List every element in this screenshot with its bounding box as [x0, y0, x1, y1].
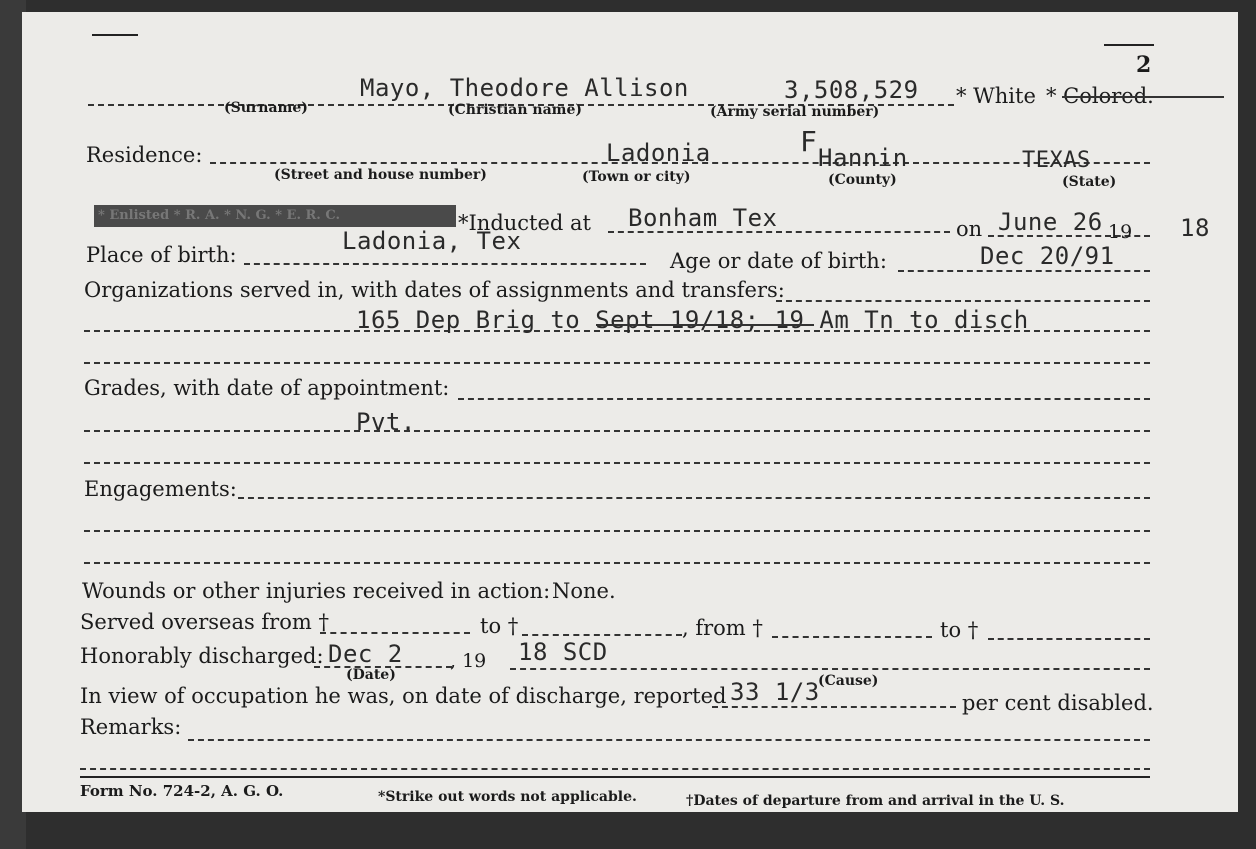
discharge-cause-line	[510, 668, 1150, 670]
residence-label: Residence:	[86, 143, 203, 167]
army-serial-number: 3,508,529	[784, 76, 919, 104]
grades-line-1	[458, 398, 1150, 400]
top-left-rule	[92, 34, 138, 36]
grade-value: Pvt.	[356, 408, 416, 436]
engagements-line-3	[84, 562, 1150, 564]
place-of-birth-label: Place of birth:	[86, 243, 237, 267]
disability-suffix: per cent disabled.	[962, 691, 1154, 715]
top-right-rule	[1104, 44, 1154, 46]
inducted-place: Bonham Tex	[628, 204, 778, 232]
engagements-label: Engagements:	[84, 477, 237, 501]
discharge-date-label: (Date)	[346, 667, 396, 683]
birth-place: Ladonia, Tex	[342, 227, 522, 255]
inducted-year: 18	[1180, 214, 1210, 242]
overseas-from-label-2: , from †	[682, 616, 763, 640]
remarks-line-2	[80, 768, 1150, 770]
organizations-line-3	[84, 362, 1150, 364]
overseas-from-line-2	[772, 636, 932, 638]
overseas-to-line-2	[988, 638, 1150, 640]
disability-value: 33 1/3	[730, 678, 820, 706]
remarks-label: Remarks:	[80, 715, 182, 739]
town-label: (Town or city)	[582, 169, 691, 185]
discharge-year-prefix: , 19	[450, 650, 487, 672]
footer-rule	[80, 776, 1150, 778]
county-label: (County)	[828, 172, 897, 188]
discharge-cause-label: (Cause)	[818, 673, 879, 689]
engagements-line-1	[238, 497, 1150, 499]
age-or-birthdate-label: Age or date of birth:	[670, 249, 887, 273]
organizations-value: 165 Dep Brig to Sept 19/18; 19 Am Tn to disch	[356, 306, 1029, 334]
residence-county: Hannin	[818, 144, 908, 172]
honorably-discharged-label: Honorably discharged:	[80, 644, 324, 668]
inducted-on-label: on	[956, 217, 983, 241]
serial-number-label: (Army serial number)	[710, 104, 880, 120]
served-overseas-label: Served overseas from †	[80, 610, 329, 634]
organizations-strike	[596, 324, 814, 326]
birth-date: Dec 20/91	[980, 242, 1115, 270]
service-record-card	[22, 12, 1238, 812]
overseas-to-label-1: to †	[480, 614, 519, 638]
overseas-to-label-2: to †	[940, 618, 979, 642]
grades-line-2	[84, 430, 1150, 432]
organizations-line-1	[776, 300, 1150, 302]
county-initial: F	[800, 125, 818, 158]
overseas-to-line-1	[522, 634, 682, 636]
dates-note: †Dates of departure from and arrival in the U. S.	[686, 793, 1065, 809]
inducted-at-label: *Inducted at	[458, 211, 591, 235]
surname-label: (Surname)	[224, 100, 308, 116]
wounds-value: None.	[552, 579, 616, 603]
disability-label: In view of occupation he was, on date of discharge, reported	[80, 684, 727, 708]
race-colored: * Colored.	[1046, 84, 1154, 108]
card-number: 2	[1136, 52, 1152, 78]
form-number: Form No. 724-2, A. G. O.	[80, 782, 284, 800]
birth-place-line	[244, 263, 646, 265]
christian-name-label: (Christian name)	[448, 102, 583, 118]
remarks-line-1	[188, 739, 1150, 741]
residence-state: TEXAS	[1022, 148, 1091, 173]
colored-strike	[1062, 96, 1224, 98]
discharge-year-cause: 18 SCD	[518, 638, 608, 666]
state-label: (State)	[1062, 174, 1117, 190]
struck-options-text: * Enlisted * R. A. * N. G. * E. R. C.	[98, 208, 340, 223]
wounds-label: Wounds or other injuries received in action:	[82, 579, 551, 603]
birthdate-line	[898, 270, 1150, 272]
overseas-from-line	[320, 632, 470, 634]
engagements-line-2	[84, 530, 1150, 532]
organizations-label: Organizations served in, with dates of assignments and transfers:	[84, 278, 785, 302]
inducted-date: June 26	[998, 208, 1103, 236]
street-label: (Street and house number)	[274, 167, 487, 183]
grades-line-3	[84, 462, 1150, 464]
disability-line	[712, 706, 956, 708]
discharge-date: Dec 2	[328, 640, 403, 668]
race-white: * White	[956, 84, 1036, 108]
grades-label: Grades, with date of appointment:	[84, 376, 450, 400]
inducted-year-prefix: 19	[1108, 221, 1133, 243]
soldier-name: Mayo, Theodore Allison	[360, 74, 689, 102]
strike-note: *Strike out words not applicable.	[378, 789, 637, 805]
residence-town: Ladonia	[606, 139, 711, 167]
